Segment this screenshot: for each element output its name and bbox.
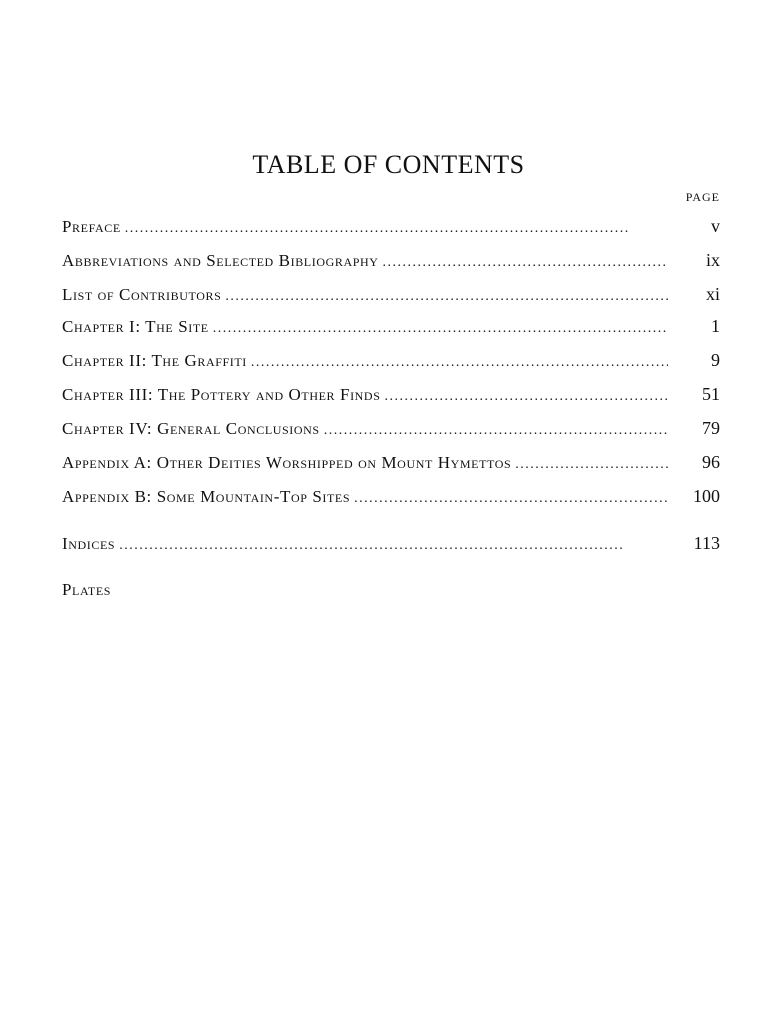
- page-title: TABLE OF CONTENTS: [252, 150, 525, 179]
- dot-leader: [213, 321, 668, 337]
- dot-leader: [324, 423, 668, 439]
- toc-entry-label: Appendix B: Some Mountain-Top Sites: [62, 487, 351, 506]
- toc-entry-label: Preface: [62, 217, 121, 236]
- toc-entry-chapter-1[interactable]: [62, 316, 720, 342]
- toc-entry-page: 100: [693, 486, 720, 506]
- dot-leader: [225, 289, 668, 305]
- toc-entry-label: Chapter IV: General Conclusions: [62, 419, 320, 438]
- dot-leader: [384, 389, 668, 405]
- toc-entry-abbreviations[interactable]: [62, 250, 720, 276]
- toc-entry-appendix-b[interactable]: [62, 486, 720, 512]
- toc-entry-label: Abbreviations and Selected Bibliography: [62, 251, 379, 270]
- toc-entry-chapter-3[interactable]: [62, 384, 720, 410]
- toc-entry-label: Plates: [62, 580, 112, 599]
- dot-leader: [119, 538, 668, 554]
- toc-entry-label: List of Contributors: [62, 285, 222, 304]
- toc-entry-label: Chapter II: The Graffiti: [62, 351, 247, 370]
- toc-entry-label: Indices: [62, 534, 116, 553]
- toc-entry-page: 51: [702, 384, 720, 404]
- toc-entry-preface[interactable]: [62, 216, 720, 242]
- toc-entry-chapter-4[interactable]: [62, 418, 720, 444]
- toc-entry-chapter-2[interactable]: [62, 350, 720, 376]
- toc-entry-label: Appendix A: Other Deities Worshipped on Mount Hymettos: [62, 453, 512, 472]
- toc-entry-indices[interactable]: [62, 533, 720, 559]
- toc-entry-page: 79: [702, 418, 720, 438]
- toc-entry-page: xi: [705, 284, 720, 304]
- toc-entry-contributors[interactable]: [62, 284, 720, 310]
- dot-leader: [515, 457, 668, 473]
- dot-leader: [125, 221, 668, 237]
- toc-entry-page: ix: [705, 250, 720, 270]
- toc-entry-label: Chapter III: The Pottery and Other Finds: [62, 385, 381, 404]
- toc-entry-page: 1: [711, 316, 720, 336]
- toc-entry-page: 96: [702, 452, 720, 472]
- toc-entry-page: 9: [711, 350, 720, 370]
- toc-entry-plates[interactable]: [62, 580, 720, 606]
- dot-leader: [251, 355, 668, 371]
- dot-leader: [383, 255, 668, 271]
- dot-leader: [354, 491, 668, 507]
- toc-entry-label: Chapter I: The Site: [62, 317, 209, 336]
- toc-entry-page: v: [711, 216, 720, 236]
- toc-entry-page: 113: [693, 533, 720, 553]
- page-column-heading: PAGE: [685, 190, 720, 204]
- toc-entry-appendix-a[interactable]: [62, 452, 720, 478]
